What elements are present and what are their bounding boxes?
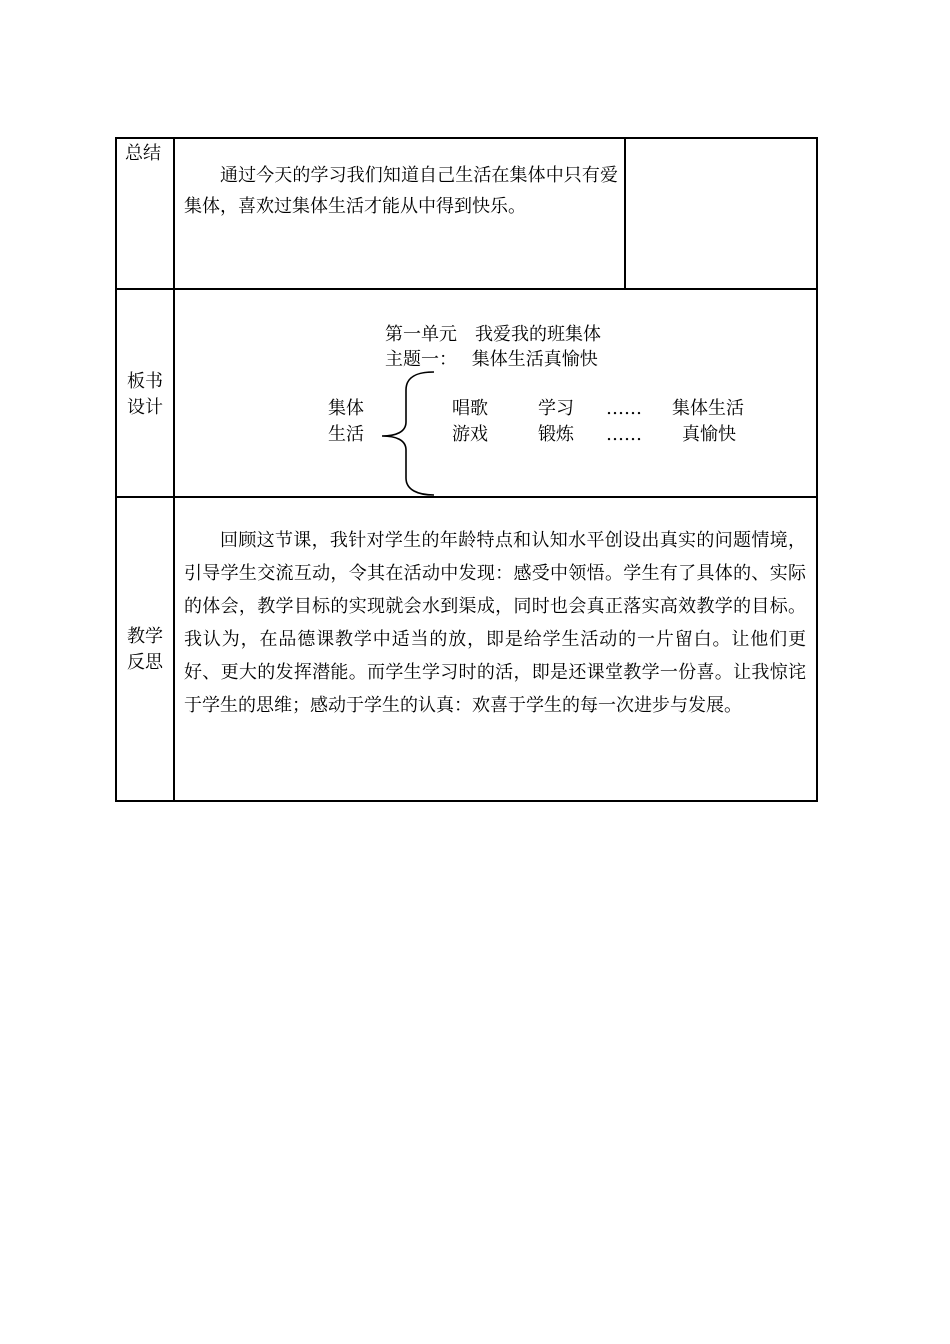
board-left-line2: 生活 [328, 424, 364, 445]
board-row1-item2: 学习 [538, 398, 574, 419]
curly-brace-icon [378, 370, 438, 498]
board-row2-item1: 游戏 [452, 424, 488, 445]
board-label-line2: 设计 [127, 397, 163, 418]
summary-label: 总结 [125, 143, 161, 164]
row-divider-2 [115, 496, 818, 498]
reflection-label-line2: 反思 [127, 652, 163, 673]
summary-side-divider [624, 137, 626, 289]
summary-text: 通过今天的学习我们知道自己生活在集体中只有爱集体，喜欢过集体生活才能从中得到快乐。 [184, 165, 618, 217]
board-label-line1: 板书 [127, 371, 163, 392]
reflection-text: 回顾这节课，我针对学生的年龄特点和认知水平创设出真实的问题情境，引导学生交流互动，令其在活动中发现：感受中领悟。学生有了具体的、实际的体会，教学目标的实现就会水到渠成，同时也会真正落实高效教学的目标。我认为，在品德课教学中适当的放，即是给学生活动的一片留白。让他们更好、更大的发挥潜能。而学生学习时的活，即是还课堂教学一份喜。让我惊诧于学生的思维；感动于学生的认真：欢喜于学生的每一次进步与发展。 [184, 530, 806, 716]
board-topic-line: 主题一： 集体生活真愉快 [385, 349, 598, 370]
row-divider-1 [115, 288, 818, 290]
board-unit-line: 第一单元 我爱我的班集体 [385, 324, 601, 345]
label-column-divider [173, 137, 175, 802]
board-row1-item4: 集体生活 [672, 398, 744, 419]
board-row1-item3: …… [606, 398, 642, 419]
board-left-line1: 集体 [328, 398, 364, 419]
board-row1-item1: 唱歌 [452, 398, 488, 419]
board-row2-item2: 锻炼 [538, 424, 574, 445]
board-row2-item4: 真愉快 [682, 424, 736, 445]
reflection-label-line1: 教学 [127, 626, 163, 647]
board-row2-item3: …… [606, 424, 642, 445]
